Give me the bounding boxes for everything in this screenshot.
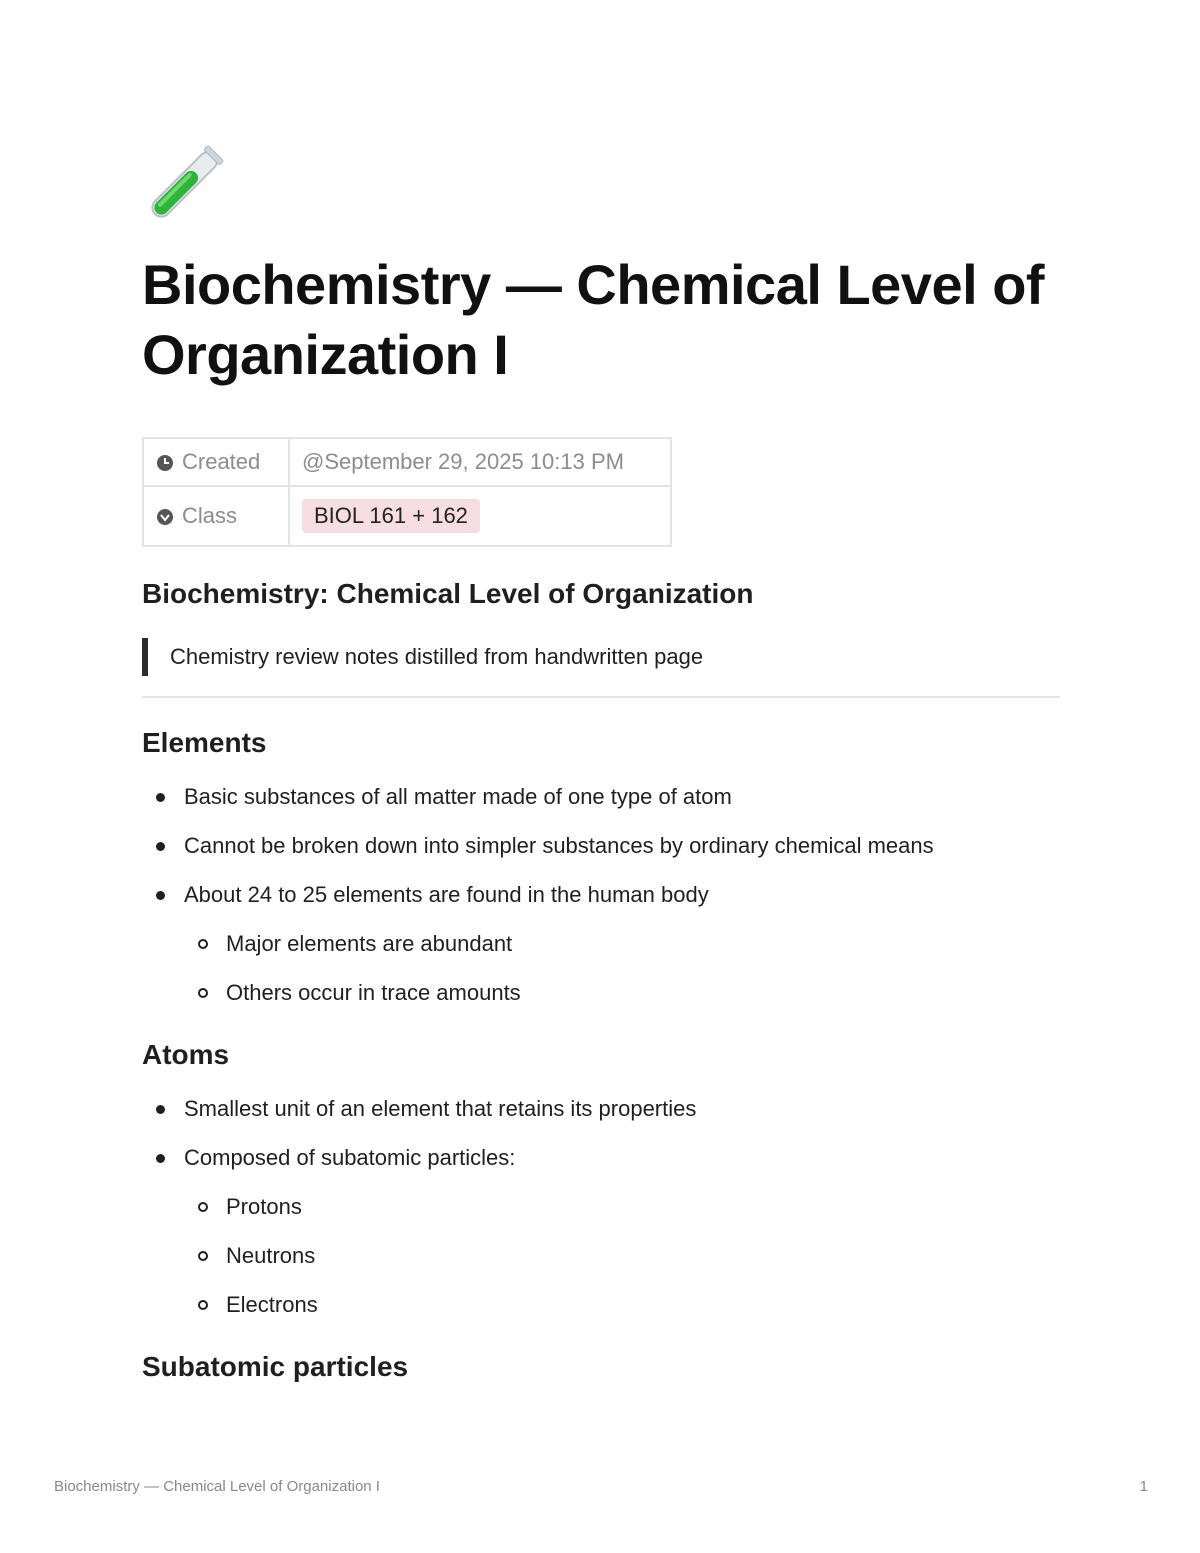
properties-table: [142, 437, 672, 547]
page-number: 1: [1139, 1478, 1148, 1495]
hollow-bullet-icon: [198, 1202, 208, 1212]
quote-block: Chemistry review notes distilled from handwritten page: [142, 638, 703, 676]
property-row-created: [143, 438, 671, 486]
class-value-cell[interactable]: [289, 486, 671, 546]
list-item: Basic substances of all matter made of one type of atom: [142, 782, 934, 831]
list-subitem: Electrons: [142, 1290, 696, 1339]
list-item: About 24 to 25 elements are found in the human body: [142, 880, 934, 929]
subatomic-heading: Subatomic particles: [142, 1351, 409, 1382]
created-label: Created: [182, 449, 261, 474]
elements-heading: Elements: [142, 727, 267, 758]
page-title: Biochemistry — Chemical Level of Organization I: [142, 253, 1045, 386]
select-icon: [156, 508, 174, 526]
bullet-icon: [156, 1105, 165, 1114]
divider: [142, 696, 1060, 698]
list-subitem: Major elements are abundant: [142, 929, 934, 978]
bullet-icon: [156, 793, 165, 802]
list-subitem: Neutrons: [142, 1241, 696, 1290]
class-tag[interactable]: BIOL 161 + 162: [302, 499, 480, 533]
footer-title: Biochemistry — Chemical Level of Organization I: [54, 1478, 380, 1495]
list-item: Cannot be broken down into simpler substances by ordinary chemical means: [142, 831, 934, 880]
test-tube-icon: [142, 140, 226, 230]
property-key-created: [143, 438, 289, 486]
elements-list: [142, 782, 934, 1027]
section-heading: Biochemistry: Chemical Level of Organization: [142, 578, 754, 609]
list-item: Composed of subatomic particles:: [142, 1143, 696, 1192]
atoms-heading: Atoms: [142, 1039, 230, 1070]
atoms-list: [142, 1094, 696, 1339]
hollow-bullet-icon: [198, 939, 208, 949]
property-row-class: [143, 486, 671, 546]
bullet-icon: [156, 1154, 165, 1163]
list-item: Smallest unit of an element that retains its properties: [142, 1094, 696, 1143]
created-value[interactable]: @September 29, 2025 10:13 PM: [289, 438, 671, 486]
list-subitem: Others occur in trace amounts: [142, 978, 934, 1027]
hollow-bullet-icon: [198, 988, 208, 998]
bullet-icon: [156, 891, 165, 900]
clock-icon: [156, 454, 174, 472]
list-subitem: Protons: [142, 1192, 696, 1241]
property-key-class: [143, 486, 289, 546]
bullet-icon: [156, 842, 165, 851]
hollow-bullet-icon: [198, 1300, 208, 1310]
class-label: Class: [182, 503, 238, 528]
hollow-bullet-icon: [198, 1251, 208, 1261]
